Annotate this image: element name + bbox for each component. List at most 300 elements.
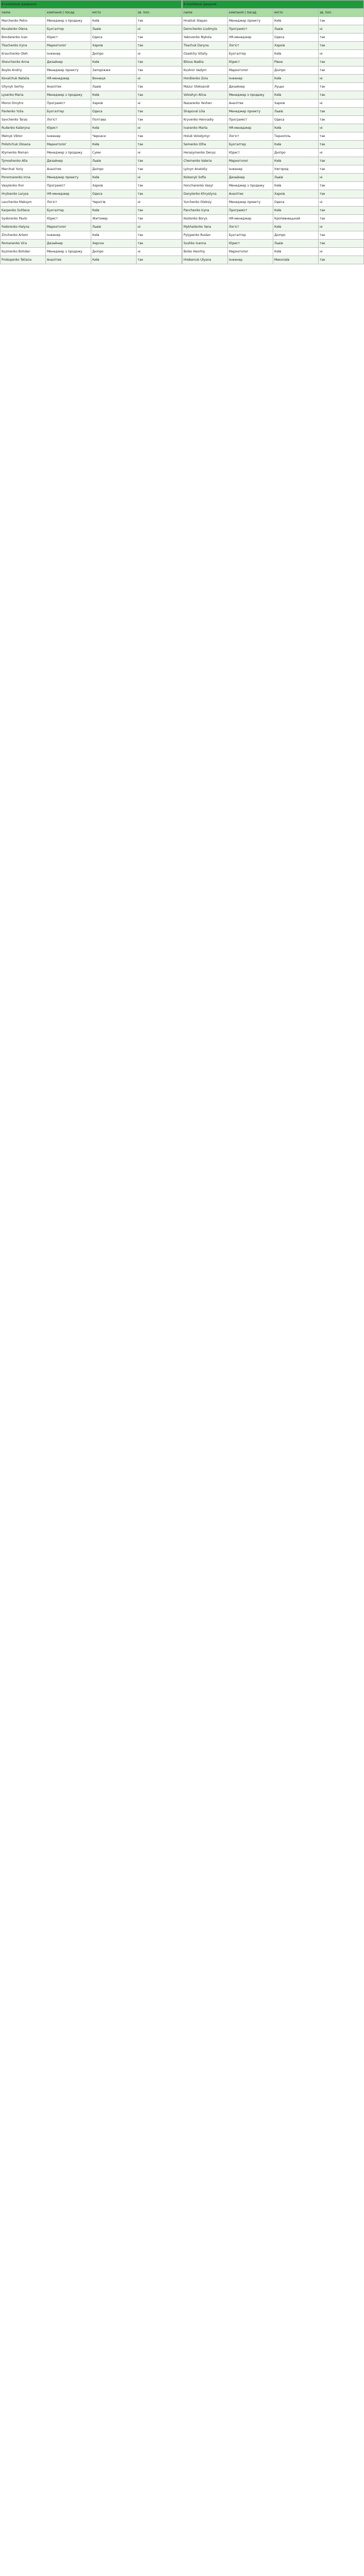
cell-company[interactable]: Маркетолог [46,42,91,50]
cell-company[interactable]: Бухгалтер [46,108,91,116]
table-row[interactable] [1,165,182,174]
cell-flag[interactable]: так [137,33,182,42]
cell-city[interactable]: Житомир [91,215,137,223]
cell-name[interactable]: Lysenko Maria [1,91,46,99]
cell-name[interactable]: Karpenko Svitlana [1,207,46,215]
cell-flag[interactable]: ні [319,75,364,83]
table-row[interactable] [183,124,364,132]
cell-flag[interactable]: так [319,207,364,215]
cell-city[interactable]: Харків [273,190,319,198]
cell-name[interactable]: Panchenko Iryna [183,207,228,215]
cell-name[interactable]: Polishchuk Oksana [1,141,46,149]
table-row[interactable] [183,33,364,42]
table-row[interactable] [183,223,364,231]
cell-city[interactable]: Київ [91,58,137,66]
cell-city[interactable]: Київ [91,174,137,182]
cell-company[interactable]: Юрист [46,215,91,223]
cell-name[interactable]: Mykhailenko Yana [183,223,228,231]
cell-name[interactable]: Yurchenko Oleksiy [183,198,228,207]
cell-name[interactable]: Fedorenko Halyna [1,223,46,231]
table-row[interactable] [183,17,364,25]
cell-flag[interactable]: так [137,157,182,165]
cell-name[interactable]: Bilous Nadiia [183,58,228,66]
cell-city[interactable]: Київ [273,207,319,215]
table-row[interactable] [183,149,364,157]
table-row[interactable] [1,231,182,240]
table-row[interactable] [183,207,364,215]
cell-name[interactable]: Hrebeniuk Ulyana [183,256,228,264]
cell-city[interactable]: Дніпро [273,66,319,75]
table-row[interactable] [183,190,364,198]
cell-flag[interactable]: ні [319,223,364,231]
cell-city[interactable]: Вінниця [91,75,137,83]
cell-name[interactable]: Shapoval Lilia [183,108,228,116]
cell-company[interactable]: Програміст [228,116,273,124]
cell-city[interactable]: Кропивницький [273,215,319,223]
cell-name[interactable]: Tkachenko Iryna [1,42,46,50]
cell-city[interactable]: Харків [91,42,137,50]
cell-city[interactable]: Київ [91,207,137,215]
table-row[interactable] [1,66,182,75]
cell-company[interactable]: Логіст [228,132,273,141]
cell-flag[interactable]: так [137,256,182,264]
cell-flag[interactable]: так [319,116,364,124]
cell-city[interactable]: Харків [91,99,137,108]
cell-flag[interactable]: так [137,141,182,149]
cell-company[interactable]: Логіст [228,42,273,50]
cell-city[interactable]: Дніпро [273,231,319,240]
cell-city[interactable]: Дніпро [91,248,137,256]
cell-flag[interactable]: так [319,215,364,223]
cell-flag[interactable]: так [319,240,364,248]
cell-flag[interactable]: так [137,108,182,116]
table-row[interactable] [183,75,364,83]
cell-company[interactable]: Інженер [46,231,91,240]
cell-name[interactable]: Levchenko Maksym [1,198,46,207]
table-row[interactable] [183,99,364,108]
cell-flag[interactable]: так [137,116,182,124]
table-row[interactable] [183,182,364,190]
cell-name[interactable]: Mazur Oleksandr [183,83,228,91]
cell-company[interactable]: Аналітик [228,190,273,198]
cell-flag[interactable]: ні [319,25,364,33]
cell-flag[interactable]: ні [137,124,182,132]
cell-flag[interactable]: так [137,58,182,66]
cell-city[interactable]: Київ [273,248,319,256]
cell-city[interactable]: Київ [273,91,319,99]
table-row[interactable] [1,182,182,190]
cell-flag[interactable]: ні [319,248,364,256]
cell-company[interactable]: Юрист [228,240,273,248]
cell-flag[interactable]: так [319,66,364,75]
table-row[interactable] [1,215,182,223]
cell-name[interactable]: Moroz Dmytro [1,99,46,108]
cell-company[interactable]: Менеджер з продажу [46,91,91,99]
cell-city[interactable]: Київ [91,124,137,132]
table-row[interactable] [1,240,182,248]
cell-name[interactable]: Chernenko Valeria [183,157,228,165]
cell-name[interactable]: Tymoshenko Alla [1,157,46,165]
table-row[interactable] [1,42,182,50]
table-row[interactable] [1,58,182,66]
cell-company[interactable]: Бухгалтер [228,50,273,58]
table-row[interactable] [1,198,182,207]
cell-company[interactable]: Маркетолог [228,248,273,256]
cell-company[interactable]: Дизайнер [228,83,273,91]
table-row[interactable] [1,248,182,256]
cell-company[interactable]: Дизайнер [46,58,91,66]
cell-name[interactable]: Kushnir Vadym [183,66,228,75]
cell-name[interactable]: Kolesnyk Sofia [183,174,228,182]
cell-company[interactable]: Маркетолог [228,157,273,165]
cell-name[interactable]: Yakovenko Mykola [183,33,228,42]
table-row[interactable] [183,66,364,75]
table-row[interactable] [1,116,182,124]
cell-flag[interactable]: ні [137,174,182,182]
cell-name[interactable]: Marchuk Yuriy [1,165,46,174]
cell-city[interactable]: Луцьк [273,83,319,91]
cell-name[interactable]: Savchenko Taras [1,116,46,124]
cell-company[interactable]: Менеджер з продажу [46,17,91,25]
cell-city[interactable]: Львів [273,240,319,248]
table-row[interactable] [183,25,364,33]
cell-name[interactable]: Zinchenko Artem [1,231,46,240]
cell-flag[interactable]: так [137,231,182,240]
cell-company[interactable]: Аналітик [46,165,91,174]
cell-company[interactable]: Інженер [228,165,273,174]
cell-company[interactable]: Аналітик [46,256,91,264]
cell-company[interactable]: Юрист [228,58,273,66]
cell-name[interactable]: Pavlenko Yulia [1,108,46,116]
cell-flag[interactable]: ні [137,149,182,157]
table-row[interactable] [183,83,364,91]
table-row[interactable] [183,215,364,223]
table-row[interactable] [1,75,182,83]
table-row[interactable] [1,174,182,182]
cell-city[interactable]: Київ [273,50,319,58]
cell-name[interactable]: Melnyk Viktor [1,132,46,141]
cell-city[interactable]: Київ [273,124,319,132]
table-row[interactable] [183,165,364,174]
cell-city[interactable]: Херсон [91,240,137,248]
cell-company[interactable]: Менеджер проекту [46,66,91,75]
cell-flag[interactable]: ні [319,174,364,182]
cell-city[interactable]: Київ [273,157,319,165]
cell-name[interactable]: Hnatiuk Stepan [183,17,228,25]
cell-name[interactable]: Ponomarenko Inna [1,174,46,182]
cell-company[interactable]: Логіст [228,223,273,231]
table-row[interactable] [1,99,182,108]
cell-city[interactable]: Запоріжжя [91,66,137,75]
cell-company[interactable]: Юрист [228,149,273,157]
cell-flag[interactable]: ні [319,50,364,58]
cell-company[interactable]: Програміст [46,182,91,190]
cell-city[interactable]: Львів [91,223,137,231]
cell-city[interactable]: Полтава [91,116,137,124]
cell-flag[interactable]: так [137,215,182,223]
cell-name[interactable]: Nazarenko Yevhen [183,99,228,108]
cell-company[interactable]: Менеджер з продажу [46,149,91,157]
cell-name[interactable]: Marchenko Petro [1,17,46,25]
cell-company[interactable]: Маркетолог [228,66,273,75]
cell-city[interactable]: Одеса [91,33,137,42]
cell-flag[interactable]: так [137,91,182,99]
cell-name[interactable]: Herasymenko Denys [183,149,228,157]
cell-company[interactable]: Інженер [228,256,273,264]
cell-city[interactable]: Київ [91,256,137,264]
table-row[interactable] [1,91,182,99]
cell-city[interactable]: Ужгород [273,165,319,174]
cell-city[interactable]: Київ [273,75,319,83]
table-row[interactable] [1,33,182,42]
table-row[interactable] [183,157,364,165]
table-row[interactable] [183,91,364,99]
table-row[interactable] [183,42,364,50]
cell-company[interactable]: HR-менеджер [228,124,273,132]
cell-city[interactable]: Львів [91,157,137,165]
cell-city[interactable]: Дніпро [273,149,319,157]
cell-name[interactable]: Holub Volodymyr [183,132,228,141]
cell-flag[interactable]: ні [137,25,182,33]
cell-flag[interactable]: так [137,190,182,198]
cell-flag[interactable]: так [319,141,364,149]
table-row[interactable] [1,108,182,116]
cell-name[interactable]: Hordiienko Zoia [183,75,228,83]
cell-name[interactable]: Bondarenko Ivan [1,33,46,42]
cell-city[interactable]: Київ [273,17,319,25]
cell-city[interactable]: Харків [273,99,319,108]
cell-name[interactable]: Sydorenko Pavlo [1,215,46,223]
cell-name[interactable]: Prokopenko Tetiana [1,256,46,264]
cell-name[interactable]: Semenko Olha [183,141,228,149]
cell-city[interactable]: Одеса [91,190,137,198]
cell-company[interactable]: Маркетолог [46,223,91,231]
cell-company[interactable]: Менеджер з продажу [228,91,273,99]
cell-name[interactable]: Kravchenko Oleh [1,50,46,58]
table-row[interactable] [1,124,182,132]
cell-city[interactable]: Чернігів [91,198,137,207]
table-row[interactable] [183,240,364,248]
cell-name[interactable]: Boyko Andriy [1,66,46,75]
cell-city[interactable]: Київ [91,231,137,240]
cell-name[interactable]: Kuzmenko Bohdan [1,248,46,256]
cell-company[interactable]: Менеджер проекту [228,17,273,25]
cell-flag[interactable]: ні [319,99,364,108]
cell-name[interactable]: Osadchy Vitaliy [183,50,228,58]
cell-company[interactable]: HR-менеджер [46,190,91,198]
cell-flag[interactable]: так [137,132,182,141]
cell-company[interactable]: Бухгалтер [228,141,273,149]
cell-flag[interactable]: так [319,17,364,25]
cell-flag[interactable]: так [137,207,182,215]
cell-city[interactable]: Черкаси [91,132,137,141]
table-row[interactable] [183,116,364,124]
cell-name[interactable]: Romanenko Vira [1,240,46,248]
cell-flag[interactable]: так [319,256,364,264]
cell-company[interactable]: Менеджер проекту [228,108,273,116]
cell-name[interactable]: Oliynyk Serhiy [1,83,46,91]
cell-city[interactable]: Київ [91,141,137,149]
cell-city[interactable]: Львів [273,174,319,182]
table-row[interactable] [1,141,182,149]
cell-city[interactable]: Київ [273,223,319,231]
cell-company[interactable]: HR-менеджер [228,33,273,42]
cell-company[interactable]: Програміст [228,25,273,33]
cell-name[interactable]: Vasylenko Ihor [1,182,46,190]
cell-company[interactable]: Дизайнер [228,174,273,182]
cell-name[interactable]: Klymenko Roman [1,149,46,157]
cell-flag[interactable]: так [319,182,364,190]
cell-city[interactable]: Одеса [273,33,319,42]
table-row[interactable] [1,83,182,91]
cell-flag[interactable]: так [319,108,364,116]
cell-flag[interactable]: так [319,231,364,240]
cell-company[interactable]: Програміст [228,207,273,215]
table-row[interactable] [1,132,182,141]
cell-city[interactable]: Львів [273,25,319,33]
cell-city[interactable]: Одеса [273,198,319,207]
cell-flag[interactable]: так [319,157,364,165]
cell-flag[interactable]: ні [137,50,182,58]
cell-company[interactable]: Програміст [46,99,91,108]
cell-city[interactable]: Одеса [91,108,137,116]
cell-city[interactable]: Київ [273,141,319,149]
cell-name[interactable]: Boiko Heorhiy [183,248,228,256]
cell-flag[interactable]: так [319,33,364,42]
cell-city[interactable]: Тернопіль [273,132,319,141]
cell-city[interactable]: Харків [91,182,137,190]
cell-flag[interactable]: так [319,165,364,174]
table-row[interactable] [183,58,364,66]
cell-company[interactable]: Дизайнер [46,157,91,165]
cell-company[interactable]: Маркетолог [46,141,91,149]
cell-company[interactable]: Юрист [46,33,91,42]
cell-flag[interactable]: ні [137,248,182,256]
cell-company[interactable]: Бухгалтер [228,231,273,240]
cell-company[interactable]: HR-менеджер [46,75,91,83]
cell-flag[interactable]: так [137,83,182,91]
table-row[interactable] [183,174,364,182]
cell-flag[interactable]: так [137,240,182,248]
cell-flag[interactable]: так [137,66,182,75]
cell-company[interactable]: Бухгалтер [46,25,91,33]
cell-flag[interactable]: ні [137,75,182,83]
cell-name[interactable]: Lytvyn Anatoliy [183,165,228,174]
cell-city[interactable]: Київ [91,17,137,25]
cell-flag[interactable]: так [319,190,364,198]
cell-flag[interactable]: так [319,83,364,91]
cell-city[interactable]: Львів [91,25,137,33]
cell-name[interactable]: Tkachuk Daryna [183,42,228,50]
cell-name[interactable]: Voloshyn Alina [183,91,228,99]
table-row[interactable] [1,157,182,165]
cell-flag[interactable]: так [319,91,364,99]
table-row[interactable] [183,132,364,141]
cell-company[interactable]: Логіст [46,116,91,124]
cell-city[interactable]: Рівне [273,58,319,66]
cell-flag[interactable]: ні [137,198,182,207]
cell-city[interactable]: Дніпро [91,165,137,174]
table-row[interactable] [1,223,182,231]
cell-city[interactable]: Миколаїв [273,256,319,264]
cell-company[interactable]: Логіст [46,198,91,207]
cell-name[interactable]: Demchenko Liudmyla [183,25,228,33]
cell-company[interactable]: Аналітик [228,99,273,108]
cell-name[interactable]: Kovalchuk Natalia [1,75,46,83]
cell-company[interactable]: Дизайнер [46,240,91,248]
cell-flag[interactable]: так [319,58,364,66]
table-row[interactable] [183,248,364,256]
cell-name[interactable]: Danylenko Khrystyna [183,190,228,198]
table-row[interactable] [183,231,364,240]
cell-city[interactable]: Суми [91,149,137,157]
cell-flag[interactable]: так [137,182,182,190]
cell-company[interactable]: Менеджер з продажу [228,182,273,190]
cell-name[interactable]: Sushko Ivanna [183,240,228,248]
cell-flag[interactable]: так [319,132,364,141]
cell-company[interactable]: HR-менеджер [228,215,273,223]
table-row[interactable] [1,256,182,264]
cell-flag[interactable]: так [137,42,182,50]
cell-company[interactable]: Менеджер проекту [46,174,91,182]
cell-flag[interactable]: ні [137,223,182,231]
cell-company[interactable]: Аналітик [46,83,91,91]
cell-name[interactable]: Shevchenko Anna [1,58,46,66]
table-row[interactable] [1,25,182,33]
cell-flag[interactable]: так [137,165,182,174]
cell-name[interactable]: Kovalenko Olena [1,25,46,33]
cell-city[interactable]: Львів [91,83,137,91]
cell-flag[interactable]: ні [319,124,364,132]
table-row[interactable] [183,256,364,264]
cell-city[interactable]: Київ [91,91,137,99]
cell-company[interactable]: Інженер [46,50,91,58]
cell-company[interactable]: Бухгалтер [46,207,91,215]
cell-name[interactable]: Pylypenko Ruslan [183,231,228,240]
table-row[interactable] [1,17,182,25]
table-row[interactable] [183,108,364,116]
cell-city[interactable]: Київ [273,182,319,190]
table-row[interactable] [1,50,182,58]
cell-name[interactable]: Rudenko Kateryna [1,124,46,132]
cell-city[interactable]: Харків [273,42,319,50]
cell-company[interactable]: Менеджер проекту [228,198,273,207]
cell-name[interactable]: Ivanenko Marta [183,124,228,132]
table-row[interactable] [183,198,364,207]
cell-flag[interactable]: так [319,42,364,50]
table-row[interactable] [1,190,182,198]
table-row[interactable] [1,149,182,157]
cell-company[interactable]: Менеджер з продажу [46,248,91,256]
cell-name[interactable]: Kryvenko Hennadiy [183,116,228,124]
table-row[interactable] [183,141,364,149]
cell-flag[interactable]: ні [319,149,364,157]
table-row[interactable] [1,207,182,215]
cell-company[interactable]: Інженер [228,75,273,83]
cell-city[interactable]: Львів [273,108,319,116]
cell-company[interactable]: Інженер [46,132,91,141]
cell-city[interactable]: Дніпро [91,50,137,58]
cell-name[interactable]: Hrytsenko Larysa [1,190,46,198]
table-row[interactable] [183,50,364,58]
cell-flag[interactable]: ні [319,198,364,207]
cell-city[interactable]: Одеса [273,116,319,124]
cell-flag[interactable]: ні [137,99,182,108]
cell-company[interactable]: Юрист [46,124,91,132]
cell-flag[interactable]: так [137,17,182,25]
cell-name[interactable]: Honcharenko Vasyl [183,182,228,190]
cell-name[interactable]: Kostenko Borys [183,215,228,223]
